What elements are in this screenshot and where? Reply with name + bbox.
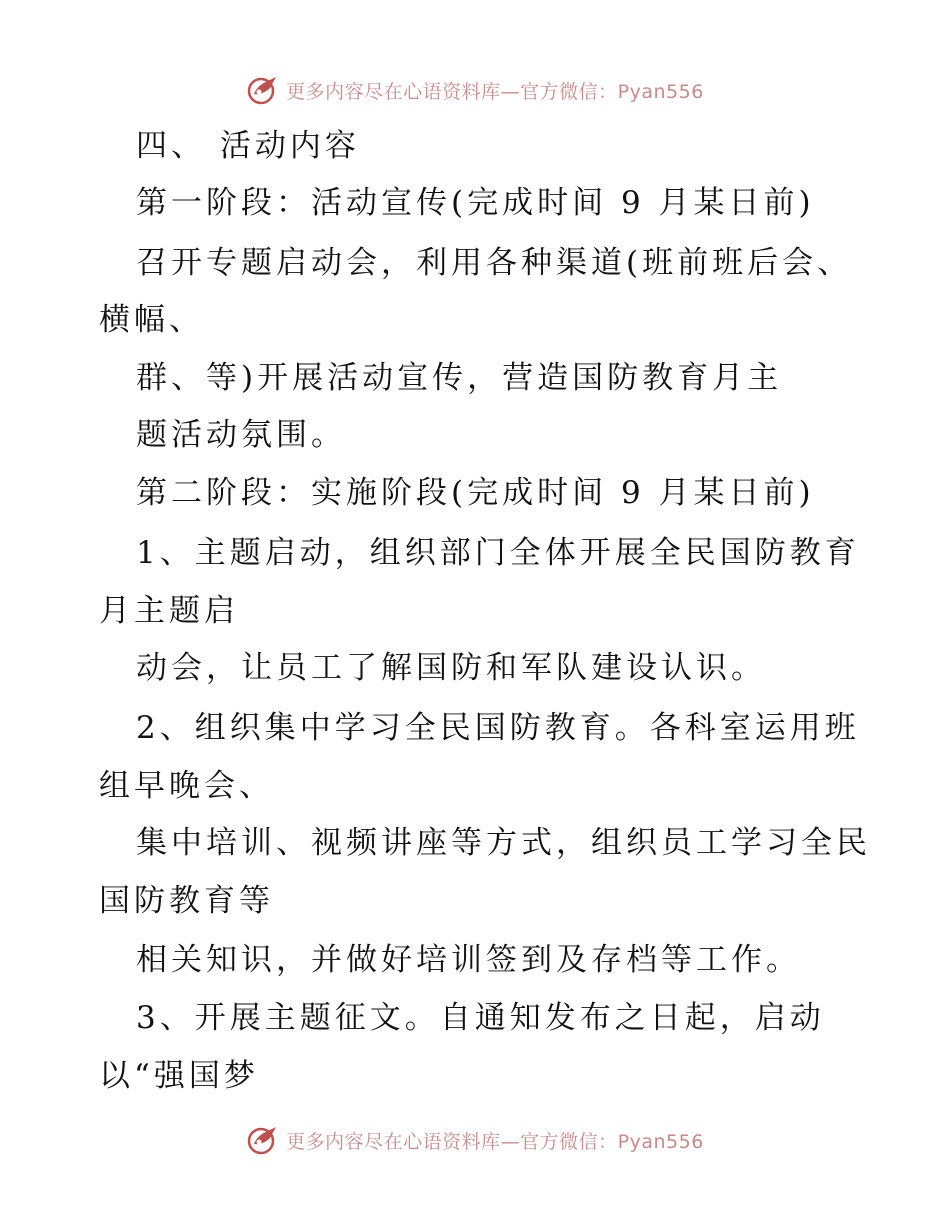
paragraph-line: 集中培训、视频讲座等方式，组织员工学习全民 [136, 825, 871, 861]
paragraph-line: 题活动氛围。 [136, 417, 346, 453]
paragraph-line: 召开专题启动会，利用各种渠道(班前班后会、 [136, 245, 853, 281]
paragraph-line: 组早晚会、 [99, 768, 274, 804]
paragraph-line: 1、主题启动，组织部门全体开展全民国防教育 [136, 535, 860, 571]
paragraph-line: 3、开展主题征文。自通知发布之日起，启动 [136, 1000, 825, 1036]
paragraph-line: 国防教育等 [99, 883, 274, 919]
paragraph-line: 动会，让员工了解国防和军队建设认识。 [136, 650, 766, 686]
paragraph-line: 第一阶段：活动宣传(完成时间 9 月某日前) [136, 185, 815, 221]
header-watermark [0, 74, 950, 106]
watermark-text: 更多内容尽在心语资料库—官方微信：Pyan556 [286, 1130, 704, 1153]
paragraph-line: 第二阶段：实施阶段(完成时间 9 月某日前) [136, 475, 815, 511]
paragraph-line: 以“强国梦 [99, 1058, 259, 1094]
section-heading: 四、 活动内容 [136, 128, 360, 164]
brand-logo-icon [246, 1124, 280, 1156]
brand-logo-icon [246, 74, 280, 106]
paragraph-line: 横幅、 [99, 302, 204, 338]
paragraph-line: 2、组织集中学习全民国防教育。各科室运用班 [136, 710, 860, 746]
paragraph-line: 月主题启 [99, 593, 239, 629]
paragraph-line: 相关知识，并做好培训签到及存档等工作。 [136, 942, 801, 978]
paragraph-line: 群、等)开展活动宣传，营造国防教育月主 [136, 360, 783, 396]
footer-watermark [0, 1124, 950, 1156]
watermark-text: 更多内容尽在心语资料库—官方微信：Pyan556 [286, 80, 704, 103]
